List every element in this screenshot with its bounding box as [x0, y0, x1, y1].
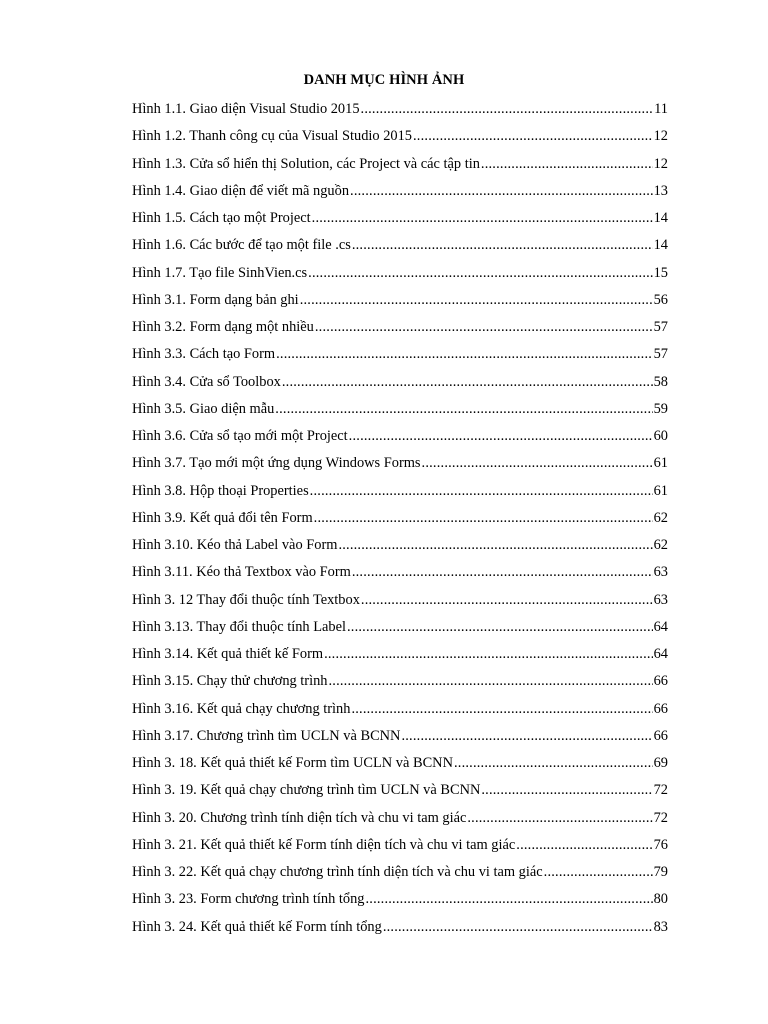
figure-entry-page-number: 14	[653, 237, 668, 254]
figure-entry-page-number: 12	[653, 155, 668, 172]
dot-leader	[338, 532, 652, 559]
dot-leader	[324, 641, 653, 668]
figure-entry-label: Hình 3.17. Chương trình tìm UCLN và BCNN	[132, 727, 401, 744]
dot-leader	[481, 151, 653, 178]
dot-leader	[467, 805, 652, 832]
figure-entry-page-number: 62	[653, 537, 668, 553]
dot-leader	[328, 668, 652, 695]
dot-leader	[300, 287, 653, 314]
figure-entry-label: Hình 3.6. Cửa sổ tạo mới một Project	[132, 428, 348, 444]
dot-leader	[352, 559, 653, 586]
figure-entry-page-number: 11	[654, 101, 668, 117]
figure-entry-label: Hình 3. 12 Thay đổi thuộc tính Textbox	[132, 591, 360, 608]
figure-entry-page-number: 64	[653, 618, 668, 635]
figure-entry-page-number: 69	[653, 755, 668, 771]
figure-entry	[132, 96, 668, 123]
figure-entry-label: Hình 1.5. Cách tạo một Project	[132, 210, 311, 226]
figure-entry	[132, 805, 668, 832]
dot-leader	[351, 696, 652, 723]
figure-entry-page-number: 66	[653, 673, 668, 690]
figure-entry-page-number: 60	[653, 428, 668, 444]
figure-entry-page-number: 83	[653, 918, 668, 935]
figure-entry	[132, 750, 668, 777]
dot-leader	[349, 423, 653, 450]
dot-leader	[383, 914, 653, 941]
figure-entry	[132, 369, 668, 396]
figure-entry-label: Hình 3.8. Hộp thoại Properties	[132, 482, 309, 499]
dot-leader	[350, 178, 653, 205]
figure-entry-label: Hình 3. 22. Kết quả chạy chương trình tính diện tích và chu vi tam giác	[132, 864, 543, 880]
figure-entry	[132, 668, 668, 695]
figure-entry	[132, 859, 668, 886]
figure-entry	[132, 641, 668, 668]
figure-entry-label: Hình 3. 24. Kết quả thiết kế Form tính tổng	[132, 918, 382, 935]
figure-entry-label: Hình 3.9. Kết quả đổi tên Form	[132, 509, 313, 526]
figure-entry-label: Hình 3.13. Thay đổi thuộc tính Label	[132, 618, 346, 635]
figure-entry	[132, 886, 668, 913]
figure-entry	[132, 723, 668, 750]
dot-leader	[401, 723, 652, 750]
dot-leader	[454, 750, 653, 777]
figure-entry-label: Hình 3. 21. Kết quả thiết kế Form tính diện tích và chu vi tam giác	[132, 836, 516, 853]
figure-entry-label: Hình 1.4. Giao diện để viết mã nguồn	[132, 182, 350, 199]
figure-entry-label: Hình 3.3. Cách tạo Form	[132, 346, 276, 363]
figure-entry-page-number: 14	[653, 210, 668, 226]
figure-entry-label: Hình 3.16. Kết quả chạy chương trình	[132, 700, 351, 717]
figure-entry-page-number: 63	[653, 591, 668, 608]
figure-entry-label: Hình 3.2. Form dạng một nhiều	[132, 319, 314, 335]
dot-leader	[315, 314, 653, 341]
figure-entry-page-number: 72	[653, 809, 668, 826]
figure-entry-label: Hình 3.1. Form dạng bản ghi	[132, 291, 299, 308]
figure-entry	[132, 396, 668, 423]
figure-entry	[132, 151, 668, 178]
figure-entry-page-number: 63	[653, 564, 668, 581]
dot-leader	[481, 777, 652, 804]
figure-entry-page-number: 13	[653, 182, 668, 199]
figure-entry	[132, 777, 668, 804]
dot-leader	[347, 614, 653, 641]
figure-entry	[132, 559, 668, 586]
figure-entry-label: Hình 3.10. Kéo thả Label vào Form	[132, 537, 338, 553]
figure-entry-page-number: 59	[653, 400, 668, 417]
figure-entry	[132, 505, 668, 532]
figure-entry-label: Hình 1.2. Thanh công cụ của Visual Studio 2015	[132, 128, 412, 145]
dot-leader	[312, 205, 653, 232]
figure-entry-label: Hình 3. 20. Chương trình tính diện tích và chu vi tam giác	[132, 809, 467, 826]
figure-entry-page-number: 72	[653, 782, 668, 799]
figure-entry-page-number: 57	[653, 346, 668, 363]
figure-entry-page-number: 80	[653, 891, 668, 908]
figure-entry-page-number: 64	[653, 646, 668, 662]
dot-leader	[544, 859, 653, 886]
dot-leader	[308, 260, 652, 287]
figure-entry	[132, 260, 668, 287]
dot-leader	[282, 369, 653, 396]
dot-leader	[413, 123, 653, 150]
figure-entry-page-number: 56	[653, 291, 668, 308]
figure-entry-label: Hình 3.14. Kết quả thiết kế Form	[132, 646, 324, 662]
figure-entry	[132, 205, 668, 232]
figure-entry-page-number: 79	[653, 864, 668, 880]
figure-entry-page-number: 58	[653, 373, 668, 390]
figure-entry	[132, 287, 668, 314]
figure-entry-label: Hình 3.15. Chạy thử chương trình	[132, 673, 328, 690]
dot-leader	[361, 587, 653, 614]
figure-entry-label: Hình 3.5. Giao diện mẫu	[132, 400, 275, 417]
figure-entry-page-number: 62	[653, 509, 668, 526]
figure-entry-page-number: 66	[653, 727, 668, 744]
figure-entry	[132, 423, 668, 450]
dot-leader	[310, 478, 653, 505]
figure-entry	[132, 587, 668, 614]
figure-entry-page-number: 66	[653, 700, 668, 717]
figure-entry	[132, 532, 668, 559]
dot-leader	[352, 232, 653, 259]
figure-entry	[132, 232, 668, 259]
figure-entry	[132, 341, 668, 368]
figure-entry	[132, 450, 668, 477]
figure-entry-page-number: 57	[653, 319, 668, 335]
figure-entry-label: Hình 3.7. Tạo mới một ứng dụng Windows Forms	[132, 455, 421, 472]
figure-entry	[132, 314, 668, 341]
dot-leader	[314, 505, 653, 532]
dot-leader	[365, 886, 652, 913]
figure-entry-page-number: 61	[653, 482, 668, 499]
figure-entry-label: Hình 3. 23. Form chương trình tính tổng	[132, 891, 365, 908]
figure-entry-page-number: 15	[653, 264, 668, 281]
figure-entry-label: Hình 1.7. Tạo file SinhVien.cs	[132, 264, 308, 281]
dot-leader	[275, 396, 652, 423]
figure-entry	[132, 914, 668, 941]
figure-entry-label: Hình 3. 19. Kết quả chạy chương trình tìm UCLN và BCNN	[132, 782, 481, 799]
figure-entry-label: Hình 3. 18. Kết quả thiết kế Form tìm UCLN và BCNN	[132, 755, 453, 771]
figure-entry-page-number: 12	[653, 128, 668, 145]
figure-entry-label: Hình 1.1. Giao diện Visual Studio 2015	[132, 101, 360, 117]
figure-entry-label: Hình 1.6. Các bước để tạo một file .cs	[132, 237, 351, 254]
figure-entry	[132, 178, 668, 205]
figure-entry-label: Hình 3.4. Cửa sổ Toolbox	[132, 373, 281, 390]
figure-entry	[132, 614, 668, 641]
figure-entry	[132, 832, 668, 859]
figure-entry-label: Hình 3.11. Kéo thả Textbox vào Form	[132, 564, 351, 581]
figure-list	[132, 96, 668, 941]
dot-leader	[422, 450, 653, 477]
figure-entry-page-number: 61	[653, 455, 668, 472]
figure-entry	[132, 478, 668, 505]
page-title: DANH MỤC HÌNH ẢNH	[303, 72, 465, 88]
figure-entry	[132, 123, 668, 150]
dot-leader	[361, 96, 654, 123]
dot-leader	[516, 832, 652, 859]
dot-leader	[276, 341, 653, 368]
figure-entry	[132, 696, 668, 723]
figure-entry-label: Hình 1.3. Cửa sổ hiển thị Solution, các Project và các tập tin	[132, 155, 480, 172]
figure-entry-page-number: 76	[653, 836, 668, 853]
